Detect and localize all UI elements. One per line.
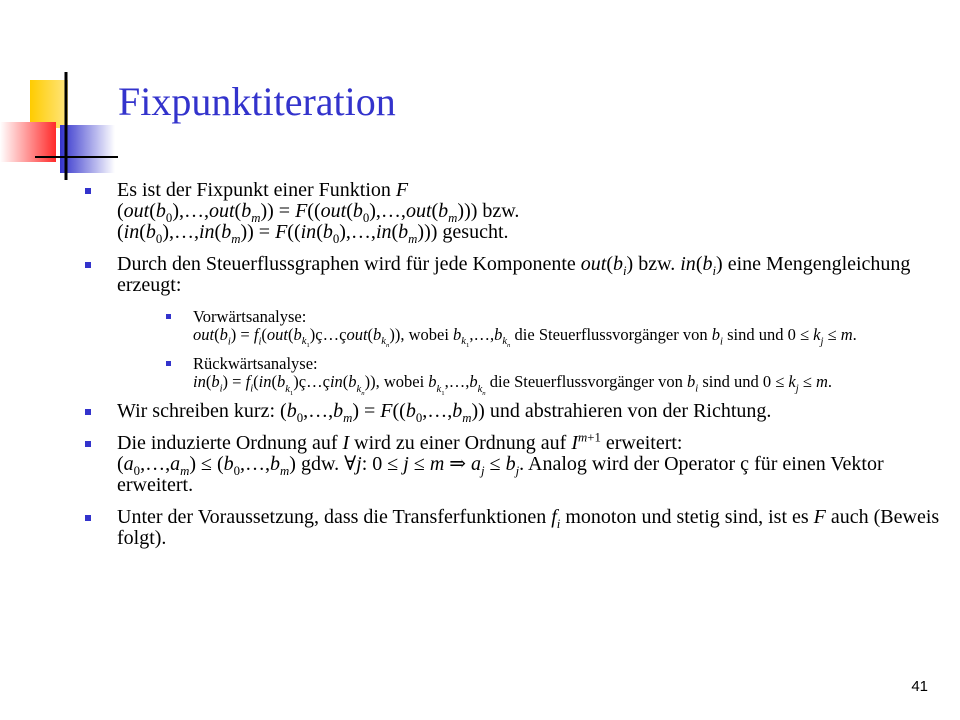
decorative-logo [0, 0, 120, 180]
bullet-text-end: eine Mengengleichung erzeugt: [117, 253, 911, 296]
bullet-text: Durch den Steuerflussgraphen wird für jede Komponente [117, 253, 581, 275]
bullet-monotonie: Unter der Voraussetzung, dass die Transferfunktionen $f_i$ monoton und stetig sind, ist es F auch (Beweis folgt). [82, 507, 942, 549]
bullet-induzierte-ordnung: Die induzierte Ordnung auf I wird zu einer Ordnung auf $I^{m+1}$ erweitert: $(a_0,\dots,a_m)$ ≤ $(b_0,\dots,b_m)$ gdw. ∀j: 0 ≤ j ≤ m ⇒ $a_j \le b_j$. Analog wird der Operator ç für einen Vektor erweitert. [82, 433, 942, 496]
bullet-steuerflussgraph: Durch den Steuerflussgraphen wird für jede Komponente $out(b_i)$ bzw. $in(b_i)$ eine Mengengleichung erzeugt: Vorwärtsanalyse: $out(b_i)$ = $f_i(out(b_{k_1})ç\dots çout(b_{k_n}))$, wobei $b_{k_1},\dots,b_{k_n}$ die Steuerflussvorgänger von $b_i$ sind und $0 \le k_j \le m$. Rückwärtsanalyse: $in(b_i)$ = $f_i(in(b_{k_1})ç\dots çin(b_{k_n}))$, wobei $b_{k_1},\dots,b_{k_n}$ die Steuerflussvorgänger von $b_i$ sind und $0 \le k_j \le m$. [82, 254, 942, 394]
subbullet-label: Rückwärtsanalyse: [193, 354, 318, 374]
function-symbol: F [395, 179, 409, 201]
page-number: 41 [911, 678, 928, 695]
slide-content [82, 180, 942, 560]
bullet-fixpunkt-definition: Es ist der Fixpunkt einer Funktion F $(out(b_0),\dots,out(b_m))$ = $F((out(b_0),\dots,out(b_m)))$ bzw. $(in(b_0),\dots,in(b_m))$ = $F((in(b_0),\dots,in(b_m)))$ gesucht. [82, 180, 942, 243]
subbullet-vorwaertsanalyse: Vorwärtsanalyse: $out(b_i)$ = $f_i(out(b_{k_1})ç\dots çout(b_{k_n}))$, wobei $b_{k_1},\dots,b_{k_n}$ die Steuerflussvorgänger von $b_i$ sind und $0 \le k_j \le m$. [117, 308, 942, 346]
slide-title: Fixpunktiteration [118, 79, 396, 124]
bullet-kurzschreibweise: Wir schreiben kurz: $(b_0,\dots,b_m)$ = $F((b_0,\dots,b_m))$ und abstrahieren von der Richtung. [82, 401, 942, 422]
subbullet-rueckwaertsanalyse: Rückwärtsanalyse: $in(b_i)$ = $f_i(in(b_{k_1})ç\dots çin(b_{k_n}))$, wobei $b_{k_1},\dots,b_{k_n}$ die Steuerflussvorgänger von $b_i$ sind und $0 \le k_j \le m$. [117, 355, 942, 393]
bullet-text: Es ist der Fixpunkt einer Funktion [117, 179, 396, 201]
subbullet-label: Vorwärtsanalyse: [193, 307, 307, 326]
bullet-text-mid: bzw. [633, 253, 681, 275]
